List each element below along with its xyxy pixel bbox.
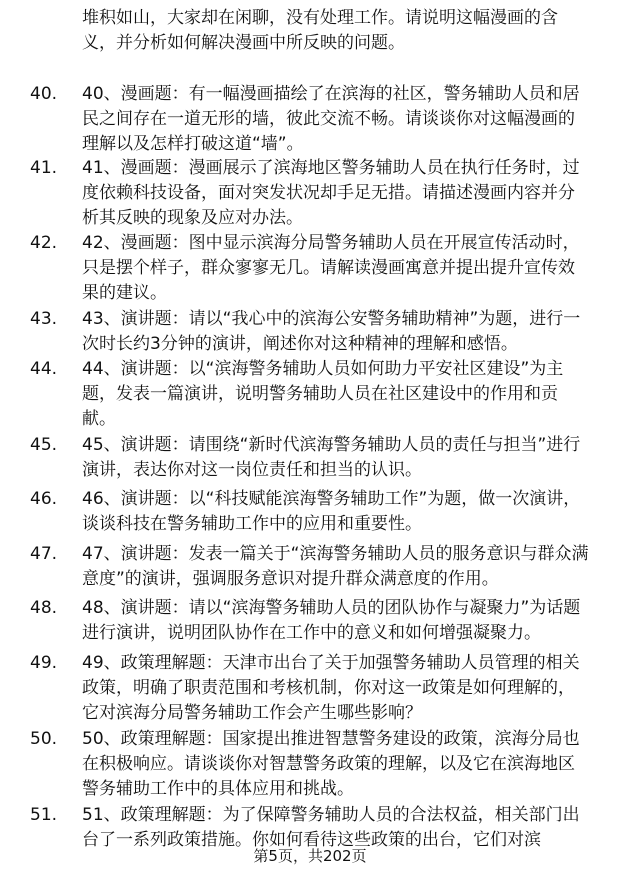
question-text: 49、政策理解题：天津市出台了关于加强警务辅助人员管理的相关政策，明确了职责范围和考核机制，你对这一政策是如何理解的，它对滨海分局警务辅助工作会产生哪些影响？ xyxy=(82,653,580,723)
question-number: 47. xyxy=(30,544,58,564)
question-text: 42、漫画题：图中显示滨海分局警务辅助人员在开展宣传活动时，只是摆个样子，群众寥寥无几。请解读漫画寓意并提出提升宣传效果的建议。 xyxy=(82,233,580,303)
question-number: 49. xyxy=(30,653,58,673)
question-number: 44. xyxy=(30,359,58,379)
question-text: 40、漫画题：有一幅漫画描绘了在滨海的社区，警务辅助人员和居民之间存在一道无形的墙，彼此交流不畅。请谈谈你对这幅漫画的理解以及怎样打破这道“墙”。 xyxy=(82,84,580,154)
question-continuation: 堆积如山，大家却在闲聊，没有处理工作。请说明这幅漫画的含义，并分析如何解决漫画中所反映的问题。 xyxy=(82,8,558,53)
question-number: 48. xyxy=(30,598,58,618)
question-text: 50、政策理解题：国家提出推进智慧警务建设的政策，滨海分局也在积极响应。请谈谈你对智慧警务政策的理解，以及它在滨海地区警务辅助工作中的具体应用和挑战。 xyxy=(82,729,580,799)
question-number: 43. xyxy=(30,309,58,329)
question-text: 41、漫画题：漫画展示了滨海地区警务辅助人员在执行任务时，过度依赖科技设备，面对突发状况却手足无措。请描述漫画内容并分析其反映的现象及应对办法。 xyxy=(82,158,580,228)
page-footer: 第5页，共202页 xyxy=(253,847,367,865)
question-text: 51、政策理解题：为了保障警务辅助人员的合法权益，相关部门出台了一系列政策措施。你如何看待这些政策的出台，它们对滨 xyxy=(82,805,580,850)
question-number: 50. xyxy=(30,729,58,749)
question-text: 48、演讲题：请以“滨海警务辅助人员的团队协作与凝聚力”为话题进行演讲，说明团队协作在工作中的意义和如何增强凝聚力。 xyxy=(82,598,581,643)
question-text: 43、演讲题：请以“我心中的滨海公安警务辅助精神”为题，进行一次时长约3分钟的演讲，阐述你对这种精神的理解和感悟。 xyxy=(82,309,581,354)
question-number: 42. xyxy=(30,233,58,253)
question-number: 45. xyxy=(30,435,58,455)
question-number: 40. xyxy=(30,84,58,104)
question-number: 46. xyxy=(30,489,58,509)
question-text: 46、演讲题：以“科技赋能滨海警务辅助工作”为题，做一次演讲，谈谈科技在警务辅助工作中的应用和重要性。 xyxy=(82,489,581,534)
question-number: 51. xyxy=(30,805,58,825)
question-text: 47、演讲题：发表一篇关于“滨海警务辅助人员的服务意识与群众满意度”的演讲，强调服务意识对提升群众满意度的作用。 xyxy=(82,544,589,589)
question-number: 41. xyxy=(30,158,58,178)
question-text: 45、演讲题：请围绕“新时代滨海警务辅助人员的责任与担当”进行演讲，表达你对这一岗位责任和担当的认识。 xyxy=(82,435,581,480)
question-text: 44、演讲题：以“滨海警务辅助人员如何助力平安社区建设”为主题，发表一篇演讲，说明警务辅助人员在社区建设中的作用和贡献。 xyxy=(82,359,564,429)
